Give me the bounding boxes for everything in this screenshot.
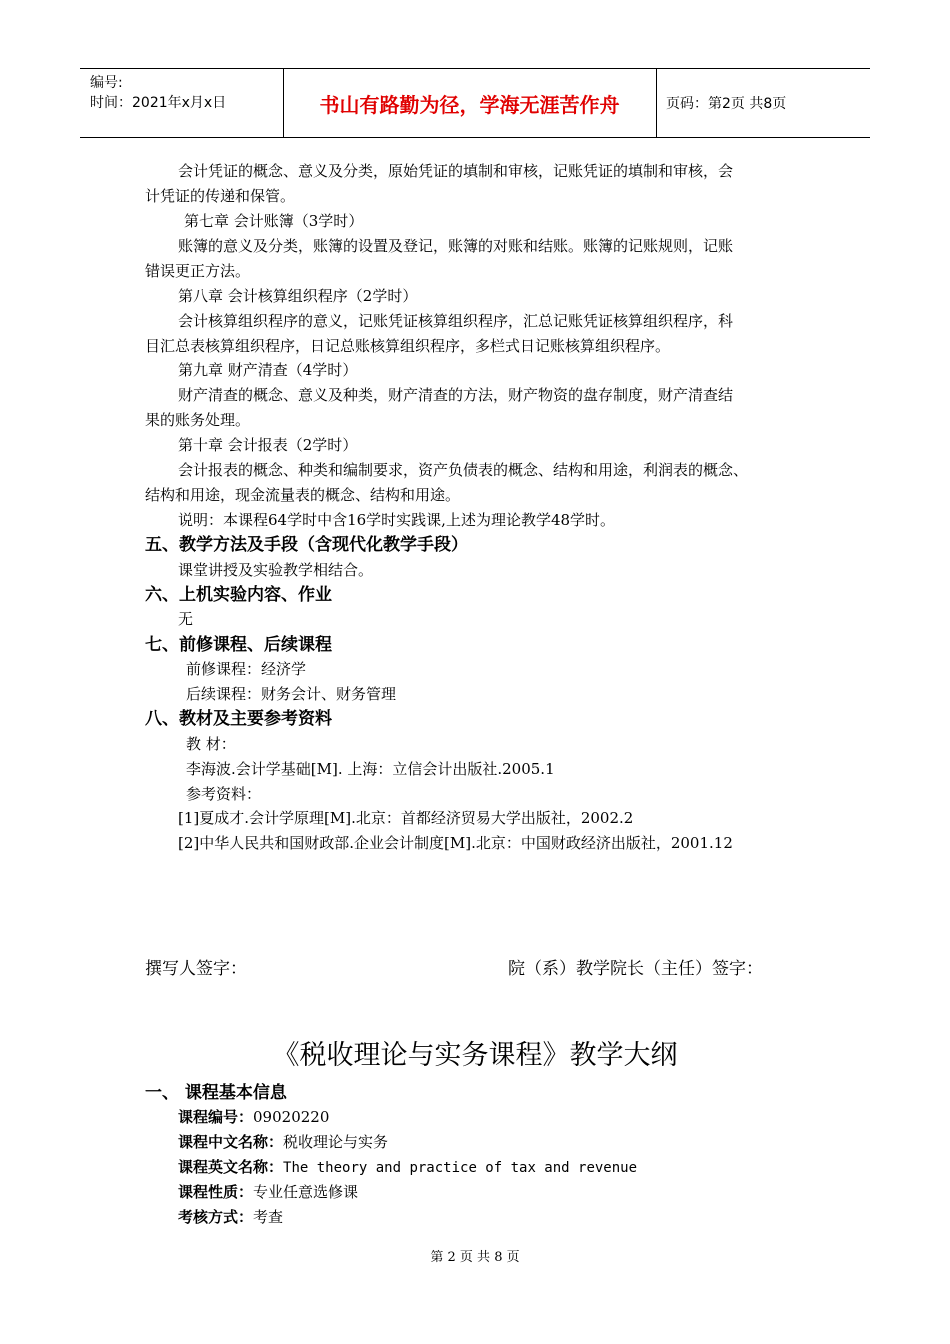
section-heading: 七、前修课程、后续课程: [145, 635, 332, 655]
course-nature-value: 专业任意选修课: [253, 1183, 359, 1201]
paragraph-line: 会计核算组织程序的意义，记账凭证核算组织程序，汇总记账凭证核算组织程序，科: [178, 312, 734, 330]
page-header: [80, 68, 870, 138]
reference-entry: [2]中华人民共和国财政部.企业会计制度[M].北京：中国财政经济出版社，2001.12: [178, 834, 733, 852]
paragraph-line: 会计报表的概念、种类和编制要求，资产负债表的概念、结构和用途，利润表的概念、: [178, 461, 749, 479]
course-cn-name-label: 课程中文名称：: [178, 1133, 284, 1151]
number-label: 编号:: [90, 75, 123, 91]
dean-signature-label: 院（系）教学院长（主任）签字：: [508, 959, 763, 979]
course-cn-name-row: [178, 1131, 388, 1153]
writer-signature-label: 撰写人签字：: [145, 959, 247, 979]
chapter-heading: 第八章 会计核算组织程序（2学时）: [178, 287, 418, 305]
section-text: 课堂讲授及实验教学相结合。: [178, 561, 374, 579]
chapter-heading: 第九章 财产清查（4学时）: [178, 361, 358, 379]
follow-up-course: 后续课程：财务会计、财务管理: [186, 685, 397, 703]
paragraph-line: 错误更正方法。: [145, 262, 251, 280]
course-exam-value: 考查: [253, 1208, 284, 1226]
paragraph-line: 财产清查的概念、意义及种类，财产清查的方法，财产物资的盘存制度，财产清查结: [178, 386, 734, 404]
paragraph-line: 账簿的意义及分类，账簿的设置及登记，账簿的对账和结账。账簿的记账规则，记账: [178, 237, 734, 255]
paragraph-line: 会计凭证的概念、意义及分类，原始凭证的填制和审核，记账凭证的填制和审核，会: [178, 162, 734, 180]
header-motto: 书山有路勤为径，学海无涯苦作舟: [319, 92, 620, 117]
header-divider: [656, 69, 657, 137]
course-en-name-label: 课程英文名称：: [178, 1158, 284, 1176]
reference-entry: [1]夏成才.会计学原理[M].北京：首都经济贸易大学出版社，2002.2: [178, 809, 634, 827]
textbook-entry: 李海波.会计学基础[M]. 上海：立信会计出版社.2005.1: [186, 760, 555, 778]
section-heading: 五、教学方法及手段（含现代化教学手段）: [145, 535, 468, 555]
chapter-heading: 第七章 会计账簿（3学时）: [184, 212, 364, 230]
references-label: 参考资料：: [186, 785, 262, 803]
course-exam-label: 考核方式：: [178, 1208, 254, 1226]
date-label: 时间：2021年x月x日: [90, 95, 227, 111]
paragraph-line: 果的账务处理。: [145, 411, 251, 429]
course-cn-name-value: 税收理论与实务: [283, 1133, 389, 1151]
paragraph-line: 计凭证的传递和保管。: [145, 187, 296, 205]
course-exam-row: [178, 1206, 283, 1228]
course-code-row: [178, 1106, 329, 1128]
section-heading: 一、 课程基本信息: [145, 1083, 287, 1103]
header-page-label: 页码：第2页 共8页: [666, 96, 787, 112]
syllabus-title: 《税收理论与实务课程》教学大纲: [272, 1040, 678, 1071]
course-nature-label: 课程性质：: [178, 1183, 254, 1201]
section-heading: 六、上机实验内容、作业: [145, 585, 332, 605]
note-line: 说明：本课程64学时中含16学时实践课,上述为理论教学48学时。: [178, 511, 616, 529]
section-heading: 八、教材及主要参考资料: [145, 709, 332, 729]
section-text: 无: [178, 610, 194, 628]
header-meta: [90, 73, 226, 113]
paragraph-line: 结构和用途，现金流量表的概念、结构和用途。: [145, 486, 461, 504]
course-code-label: 课程编号：: [178, 1108, 254, 1126]
course-nature-row: [178, 1181, 358, 1203]
course-code-value: 09020220: [253, 1108, 330, 1126]
paragraph-line: 目汇总表核算组织程序，日记总账核算组织程序，多栏式日记账核算组织程序。: [145, 337, 671, 355]
chapter-heading: 第十章 会计报表（2学时）: [178, 436, 358, 454]
prerequisite-course: 前修课程：经济学: [186, 660, 307, 678]
course-en-name-row: [178, 1156, 637, 1179]
textbook-label: 教 材：: [186, 735, 236, 753]
page-footer: 第 2 页 共 8 页: [430, 1250, 520, 1265]
course-en-name-value: The theory and practice of tax and revenue: [283, 1160, 638, 1176]
